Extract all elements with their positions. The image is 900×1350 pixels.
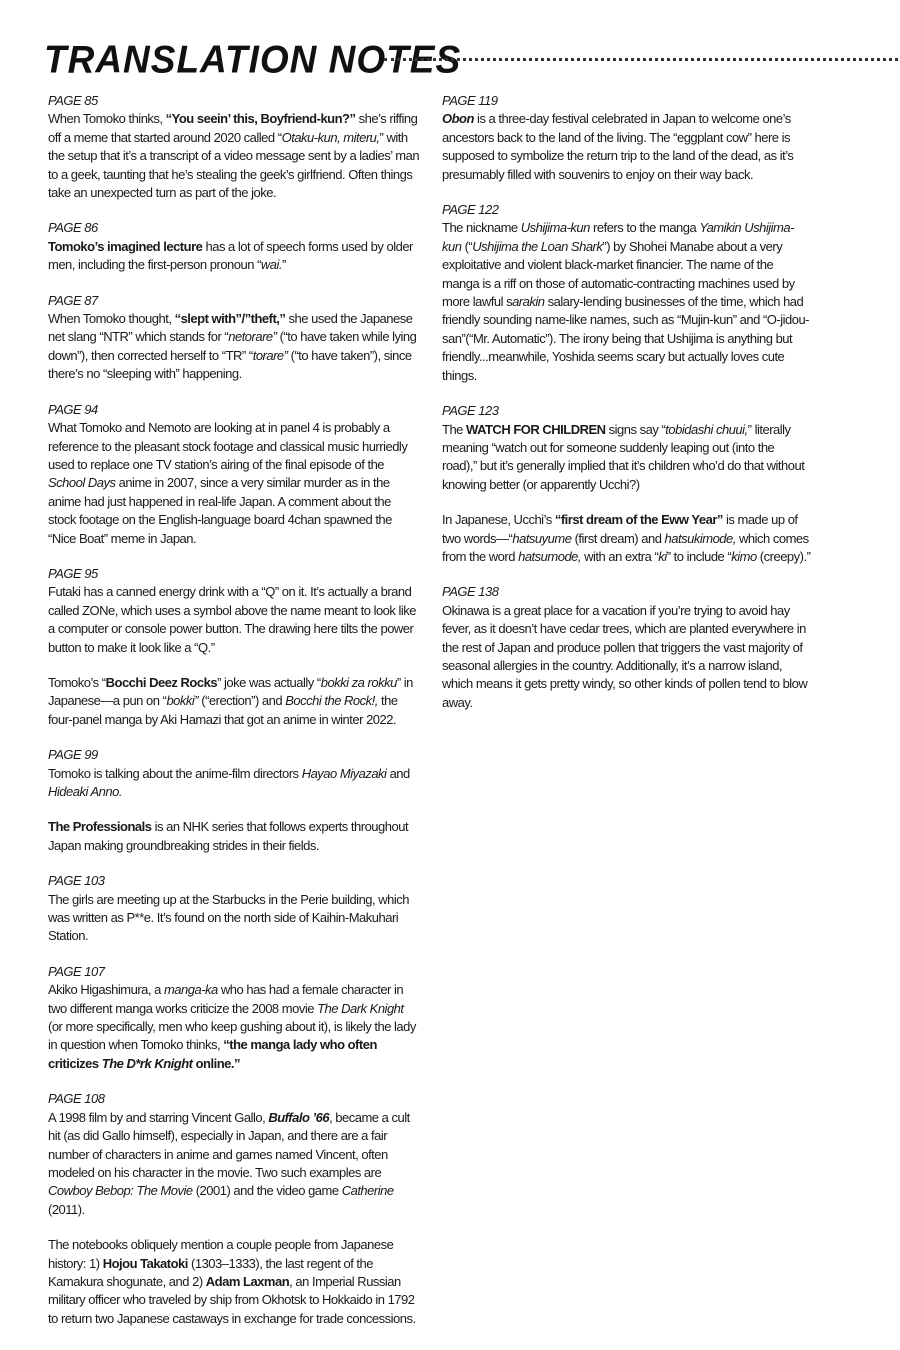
text-run: and <box>386 765 410 781</box>
text-run: ” literally meaning “watch out for someone suddenly leaping out (into the road),” but it’s generally implied that it’s children who’d do that without knowing better (or apparently Ucchi?) <box>442 421 805 492</box>
text-run: Bocchi the Rock!, <box>285 693 378 709</box>
text-run: (2001) and the video game <box>192 1183 342 1199</box>
page-title: TRANSLATION NOTES <box>44 37 462 81</box>
text-run: she used the Japanese net slang “NTR” which stands for “ <box>48 311 413 345</box>
text-run: What Tomoko and Nemoto are looking at in panel 4 is probably a reference to the pleasant stock footage and classical music hurriedly used to replace one TV station’s airing of the final episode of the <box>48 420 408 472</box>
text-run: online.” <box>192 1055 240 1071</box>
page-label: PAGE 119 <box>442 93 498 108</box>
note-page-87 <box>48 292 420 384</box>
text-run: kimo <box>731 548 757 564</box>
text-run: The notebooks obliquely mention a couple people from Japanese history: 1) <box>48 1237 394 1271</box>
text-run: The nickname <box>442 220 521 236</box>
text-run: , an Imperial Russian military officer who traveled by ship from Okhotsk to Hokkaido in 1792 to return two Japanese castaways in exchange for trade concessions. <box>48 1273 416 1326</box>
note-page-122 <box>442 201 812 385</box>
note-paragraph <box>442 219 812 385</box>
note-paragraph <box>48 818 420 855</box>
note-paragraph <box>48 981 420 1073</box>
text-run: Tomoko is talking about the anime-film directors <box>48 765 302 781</box>
page-label: PAGE 95 <box>48 565 98 581</box>
note-paragraph <box>48 891 420 946</box>
text-run: Tomoko’s imagined lecture <box>48 238 203 254</box>
text-run: bokki za rokku <box>320 674 397 690</box>
text-run: ” to include “ <box>666 548 732 564</box>
text-run: anime in 2007, since a very similar murder as in the anime had just happened in real-life Japan. A comment about the stock footage on the English-language board 4chan spawned the “Nice Boat” meme in Japan. <box>48 475 392 546</box>
page-header <box>44 36 900 86</box>
note-paragraph <box>48 583 420 657</box>
text-run: School Days <box>48 475 116 491</box>
text-run: who has had a female character in two different manga works criticize the 2008 movie <box>48 982 404 1016</box>
notes-column-left <box>48 92 420 1345</box>
note-page-86 <box>48 219 420 274</box>
note-paragraph <box>442 110 812 184</box>
text-run: Bocchi Deez Rocks <box>105 674 218 690</box>
note-paragraph <box>442 421 812 495</box>
note-paragraph <box>442 511 812 566</box>
text-run: In Japanese, Ucchi’s <box>442 512 555 528</box>
text-run: is an NHK series that follows experts throughout Japan making groundbreaking strides in their fields. <box>48 819 409 853</box>
text-run: wai. <box>260 257 283 273</box>
text-run: (“erection”) and <box>198 693 286 709</box>
text-run: When Tomoko thought, <box>48 311 175 327</box>
text-run: “the manga lady who often criticizes <box>48 1037 377 1071</box>
note-page-107 <box>48 963 420 1073</box>
text-run: “slept with”/”theft,” <box>174 311 286 327</box>
text-run: ”) by Shohei Manabe about a very exploitative and violent black-market financier. The name of the manga is a riff on those of automatic-contracting machines used by more lawful s <box>442 238 795 310</box>
text-run: salary-lending businesses of the time, which had friendly sounding name-like names, such as “Mujin-kun” and “O-jidou-san”(“Mr. Automatic”). The irony being that Ushijima is anything but friendly...meanwhile, Yoshida seems scary but actually loves cute things. <box>442 294 810 383</box>
page-label: PAGE 103 <box>48 873 105 889</box>
text-run: Obon <box>442 111 474 127</box>
text-run: she’s riffing off a meme that started around 2020 called “ <box>48 111 418 145</box>
text-run: which comes from the word <box>442 530 809 564</box>
page-label: PAGE 85 <box>48 93 98 108</box>
note-page-108 <box>48 1090 420 1328</box>
page-label: PAGE 94 <box>48 401 98 417</box>
text-run: Ushijima the Loan Shark <box>472 238 603 254</box>
text-run: the four-panel manga by Aki Hamazi that got an anime in winter 2022. <box>48 693 398 727</box>
text-run: is made up of two words—“ <box>442 512 798 546</box>
note-paragraph <box>48 310 420 384</box>
text-run: ” with the setup that it’s a transcript of a video message sent by a ladies’ man to a geek, taunting that he’s stealing the geek’s girlfriend. Often things take an unexpected turn as part of the joke. <box>48 129 420 201</box>
note-page-94 <box>48 401 420 548</box>
text-run: “first dream of the Eww Year” <box>554 512 723 528</box>
text-run: (first dream) and <box>571 530 665 546</box>
note-page-119 <box>442 92 812 184</box>
text-run: hatsukimode, <box>664 530 736 546</box>
text-run: has a lot of speech forms used by older men, including the first-person pronoun “ <box>48 238 413 273</box>
note-paragraph <box>442 602 812 712</box>
text-run: The Dark Knight <box>317 1000 404 1016</box>
text-run: Okinawa is a great place for a vacation if you’re trying to avoid hay fever, as it doesn’t have cedar trees, which are planted everywhere in the rest of Japan and produce pollen that triggers the vast majority of seasonal allergies in the country. Additionally, it’s a narrow island, which means it gets pretty windy, so other kinds of pollen tend to blow away. <box>442 602 808 710</box>
text-run: (2011). <box>48 1201 85 1217</box>
text-run: hatsuyume <box>512 530 572 546</box>
text-run: Yamikin Ushijima-kun <box>442 220 794 254</box>
text-run: Buffalo ’66 <box>268 1109 330 1125</box>
text-run: Tomoko’s “ <box>48 674 106 690</box>
text-run: (“to have taken while lying down”), then corrected herself to “TR” “ <box>48 329 417 363</box>
text-run: signs say “ <box>605 421 666 437</box>
text-run: (“ <box>461 238 473 254</box>
note-paragraph <box>48 674 420 729</box>
dotted-rule <box>384 58 898 61</box>
text-run: WATCH FOR CHILDREN <box>466 421 606 437</box>
note-paragraph <box>48 110 420 202</box>
text-run: (or more specifically, men who keep gushing about it), is likely the lady in question when Tomoko thinks, <box>48 1019 416 1053</box>
text-run: ki <box>658 548 667 564</box>
page-label: PAGE 138 <box>442 584 499 600</box>
text-run: (“to have taken”), since there’s no “sleeping with” happening. <box>48 347 412 382</box>
text-run: Cowboy Bebop: The Movie <box>48 1183 193 1199</box>
text-run: Futaki has a canned energy drink with a “Q” on it. It’s actually a brand called ZONe, which uses a symbol above the name meant to look like a computer or console power button. The drawing here tilts the power button to make it look like a “Q.” <box>48 584 417 655</box>
text-run: When Tomoko thinks, <box>48 111 166 127</box>
note-paragraph <box>48 1236 420 1328</box>
text-run: , became a cult hit (as did Gallo himself), especially in Japan, and there are a fair number of characters in anime and games named Vincent, often modeled on his character in the movie. Two such examples are <box>48 1109 410 1180</box>
text-run: A 1998 film by and starring Vincent Gallo, <box>48 1109 269 1125</box>
text-run: manga-ka <box>163 982 218 998</box>
note-page-103 <box>48 872 420 946</box>
text-run: refers to the manga <box>589 220 700 236</box>
text-run: “You seein’ this, Boyfriend-kun?” <box>165 111 356 127</box>
page-label: PAGE 99 <box>48 747 98 763</box>
text-run: (creepy).” <box>756 548 811 564</box>
page-label: PAGE 107 <box>48 963 105 979</box>
text-run: (1303–1333), the last regent of the Kamakura shogunate, and 2) <box>48 1255 373 1289</box>
text-run: torare” <box>252 347 288 363</box>
notes-column-right <box>442 92 812 729</box>
page-label: PAGE 87 <box>48 292 98 308</box>
note-page-123 <box>442 402 812 566</box>
note-paragraph <box>48 238 420 275</box>
text-run: Hayao Miyazaki <box>301 765 387 781</box>
text-run: Hideaki Anno. <box>48 784 122 799</box>
text-run: ” <box>282 257 286 273</box>
text-run: Adam Laxman <box>205 1273 290 1289</box>
text-run: The <box>442 421 467 437</box>
text-run: Catherine <box>341 1183 394 1199</box>
text-run: is a three-day festival celebrated in Japan to welcome one’s ancestors back to the land of the living. The “eggplant cow” here is supposed to symbolize the return trip to the land of the dead, as it’s presumably filled with souvenirs to enjoy on their way back. <box>442 111 794 182</box>
text-run: hatsumode, <box>518 548 582 564</box>
page-label: PAGE 123 <box>442 403 499 419</box>
text-run: Otaku-kun, miteru, <box>281 129 380 145</box>
text-run: Hojou Takatoki <box>102 1255 188 1271</box>
text-run: Ushijima-kun <box>520 220 590 236</box>
text-run: The Professionals <box>48 819 152 835</box>
note-paragraph <box>48 419 420 548</box>
text-run: Akiko Higashimura, a <box>48 982 164 998</box>
page-label: PAGE 122 <box>442 202 499 218</box>
page-label: PAGE 86 <box>48 220 98 236</box>
text-run: bokki” <box>166 693 199 709</box>
note-paragraph <box>48 765 420 802</box>
note-page-99 <box>48 746 420 855</box>
text-run: ” joke was actually “ <box>217 674 321 690</box>
note-page-85 <box>48 92 420 202</box>
text-run: with an extra “ <box>581 548 659 564</box>
note-page-95 <box>48 565 420 729</box>
note-paragraph <box>48 1109 420 1219</box>
text-run: The D*rk Knight <box>101 1055 193 1071</box>
text-run: tobidashi chuui, <box>665 421 748 437</box>
page-label: PAGE 108 <box>48 1091 105 1107</box>
text-run: The girls are meeting up at the Starbucks in the Perie building, which was written as P**e. It’s found on the north side of Kaihin-Makuhari Station. <box>48 891 409 944</box>
text-run: netorare” <box>228 329 277 345</box>
text-run: ” in Japanese—a pun on “ <box>48 674 413 709</box>
text-run: arakin <box>512 294 545 310</box>
note-page-138 <box>442 583 812 712</box>
